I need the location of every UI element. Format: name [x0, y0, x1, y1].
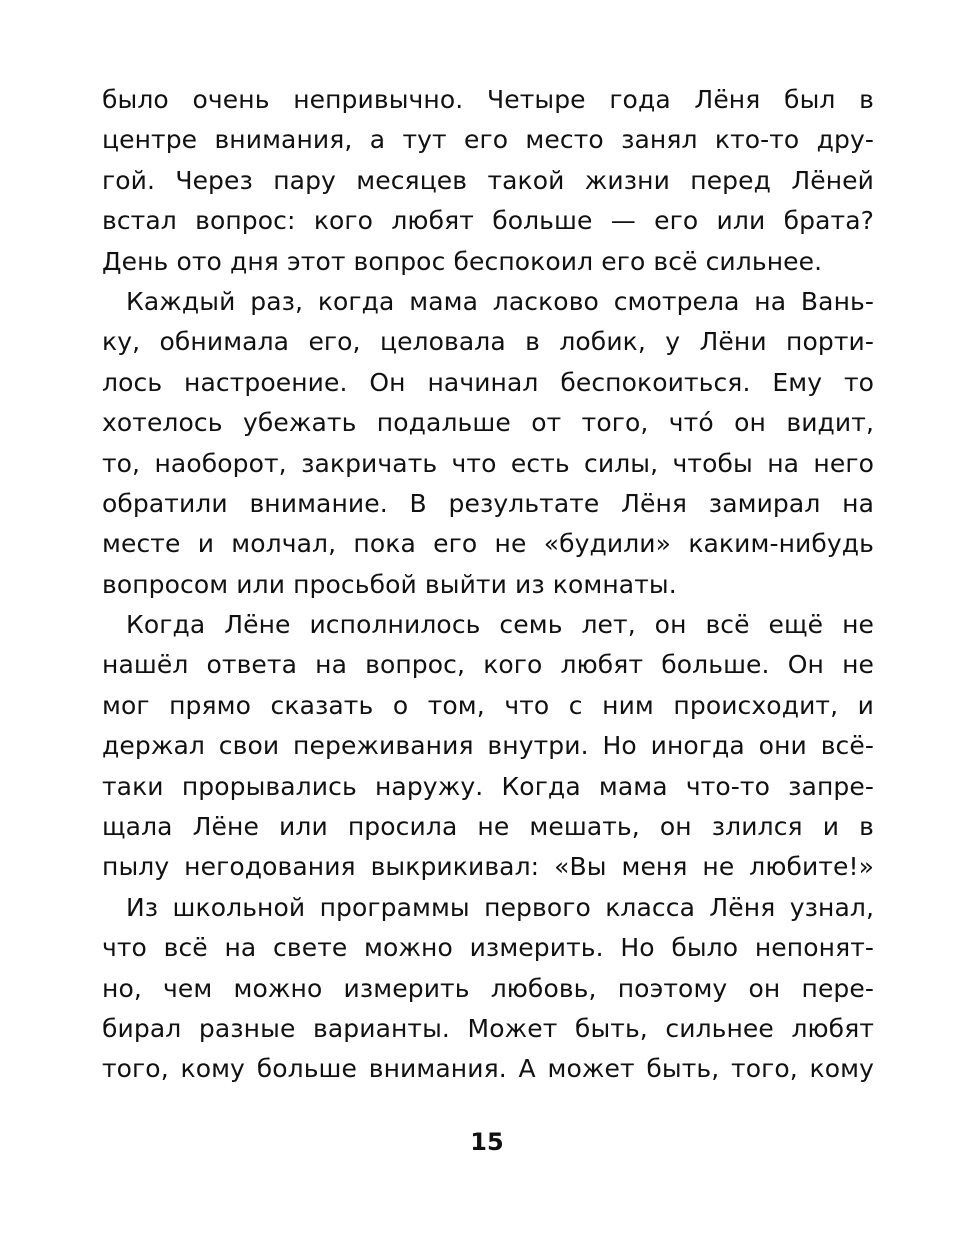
text-line: держал свои переживания внутри. Но иногда они всё- — [102, 731, 874, 761]
text-line: нашёл ответа на вопрос, кого любят больше. Он не — [102, 650, 874, 680]
text-line: бирал разные варианты. Может быть, сильнее любят — [102, 1013, 874, 1043]
text-line: лось настроение. Он начинал беспокоиться. Ему то — [102, 367, 874, 397]
text-line: Когда Лёне исполнилось семь лет, он всё ещё не — [126, 610, 874, 640]
text-line: было очень непривычно. Четыре года Лёня был в — [102, 85, 874, 114]
text-line: ку, обнимала его, целовала в лобик, у Лёни порти- — [102, 327, 874, 357]
body-text — [102, 80, 874, 1090]
text-line: пылу негодования выкрикивал: «Вы меня не любите!» — [102, 852, 874, 882]
text-line: вопросом или просьбой выйти из комнаты. — [102, 569, 677, 599]
text-line: что всё на свете можно измерить. Но было непонят- — [102, 933, 874, 963]
page-number: 15 — [470, 1128, 504, 1156]
text-line: Из школьной программы первого класса Лёня узнал, — [126, 892, 874, 922]
text-line: гой. Через пару месяцев такой жизни перед Лёней — [102, 165, 874, 195]
text-line: День ото дня этот вопрос беспокоил его всё сильнее. — [102, 246, 823, 276]
text-line: Каждый раз, когда мама ласково смотрела на Вань- — [126, 286, 874, 316]
text-line: таки прорывались наружу. Когда мама что-то запре- — [102, 771, 874, 801]
text-line: мог прямо сказать о том, что с ним происходит, и — [102, 690, 874, 720]
text-line: того, кому больше внимания. А может быть, того, кому — [102, 1054, 874, 1084]
text-line: щала Лёне или просила не мешать, он злился и в — [102, 812, 874, 842]
text-line: встал вопрос: кого любят больше — его или брата? — [102, 206, 874, 236]
text-line: обратили внимание. В результате Лёня замирал на — [102, 488, 874, 518]
text-line: но, чем можно измерить любовь, поэтому он пере- — [102, 973, 874, 1003]
text-line: месте и молчал, пока его не «будили» каким-нибудь — [102, 529, 874, 559]
text-line: хотелось убежать подальше от того, что́ он видит, — [102, 408, 874, 438]
text-line: то, наоборот, закричать что есть силы, чтобы на него — [102, 448, 874, 478]
text-line: центре внимания, а тут его место занял кто-то дру- — [102, 125, 874, 155]
